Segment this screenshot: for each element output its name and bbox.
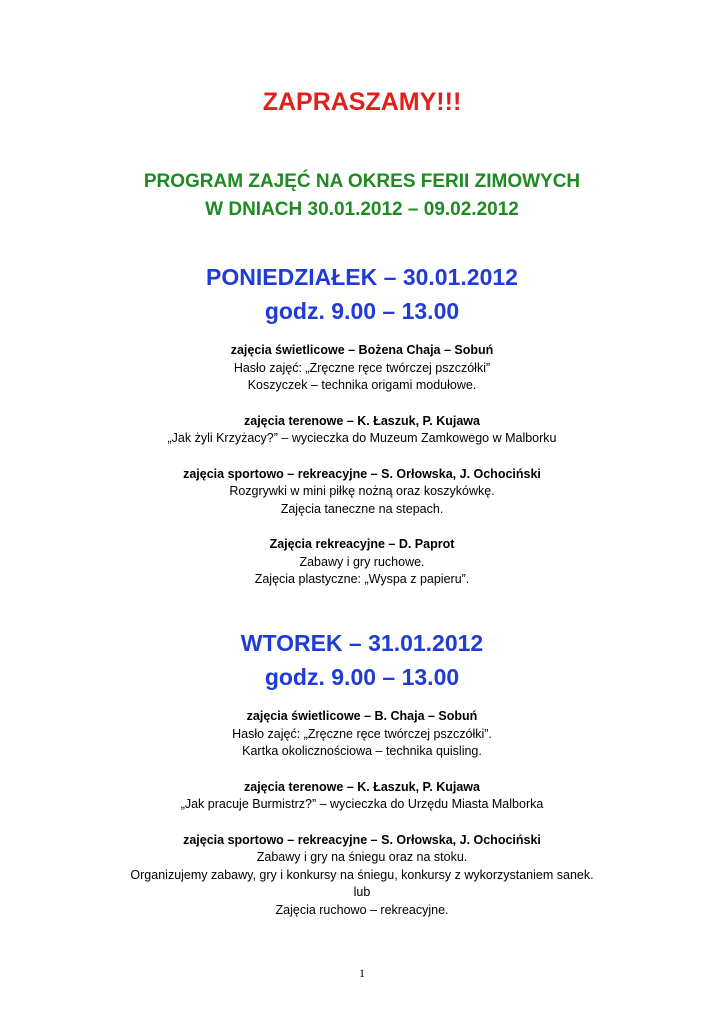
activity-line: Kartka okolicznościowa – technika quisling. <box>242 744 482 758</box>
day-hours: godz. 9.00 – 13.00 <box>264 664 460 690</box>
activity-block <box>0 708 724 761</box>
day-heading <box>0 626 724 694</box>
activity-title: zajęcia świetlicowe – B. Chaja – Sobuń <box>246 709 478 723</box>
activity-line: Rozgrywki w mini piłkę nożną oraz koszykówkę. <box>229 484 495 498</box>
page-number: 1 <box>359 966 365 980</box>
activity-title: zajęcia terenowe – K. Łaszuk, P. Kujawa <box>244 779 480 794</box>
day-date: PONIEDZIAŁEK – 30.01.2012 <box>206 264 518 290</box>
program-dates-line: W DNIACH 30.01.2012 – 09.02.2012 <box>205 199 519 220</box>
program-heading-line: PROGRAM ZAJĘĆ NA OKRES FERII ZIMOWYCH <box>143 171 581 192</box>
activity-title: zajęcia sportowo – rekreacyjne – S. Orłowska, J. Ochociński <box>183 466 541 481</box>
activity-title: Zajęcia rekreacyjne – D. Paprot <box>269 537 455 551</box>
activity-line: Hasło zajęć: „Zręczne ręce twórczej pszczółki”. <box>232 726 492 741</box>
activity-block <box>0 832 724 920</box>
activity-line: „Jak żyli Krzyżacy?” – wycieczka do Muzeum Zamkowego w Malborku <box>167 431 557 445</box>
activity-line: Zajęcia ruchowo – rekreacyjne. <box>275 902 449 917</box>
activity-list <box>0 342 724 607</box>
activity-line: „Jak pracuje Burmistrz?” – wycieczka do Urzędu Miasta Malborka <box>180 797 544 811</box>
invitation-title: ZAPRASZAMY!!! <box>262 88 462 116</box>
activity-title: zajęcia sportowo – rekreacyjne – S. Orłowska, J. Ochociński <box>183 832 541 847</box>
activity-line: Hasło zajęć: „Zręczne ręce twórczej pszczółki” <box>233 360 491 375</box>
activity-title: zajęcia świetlicowe – Bożena Chaja – Sobuń <box>230 343 494 357</box>
activity-list <box>0 708 724 937</box>
activity-line: Zabawy i gry na śniegu oraz na stoku. <box>256 850 468 864</box>
program-heading <box>0 168 724 224</box>
activity-block <box>0 466 724 519</box>
activity-line: Zajęcia plastyczne: „Wyspa z papieru”. <box>254 572 470 586</box>
activity-block <box>0 342 724 395</box>
day-heading <box>0 260 724 328</box>
activity-line: Zajęcia taneczne na stepach. <box>280 501 444 516</box>
activity-block <box>0 536 724 589</box>
activity-block <box>0 779 724 814</box>
activity-line: Zabawy i gry ruchowe. <box>299 554 425 569</box>
activity-line: Koszyczek – technika origami modułowe. <box>247 378 477 392</box>
day-date: WTOREK – 31.01.2012 <box>240 630 484 656</box>
activity-block <box>0 413 724 448</box>
day-hours: godz. 9.00 – 13.00 <box>264 298 460 324</box>
activity-line: lub <box>353 885 371 899</box>
activity-line: Organizujemy zabawy, gry i konkursy na śniegu, konkursy z wykorzystaniem sanek. <box>130 867 594 882</box>
activity-title: zajęcia terenowe – K. Łaszuk, P. Kujawa <box>244 413 480 428</box>
